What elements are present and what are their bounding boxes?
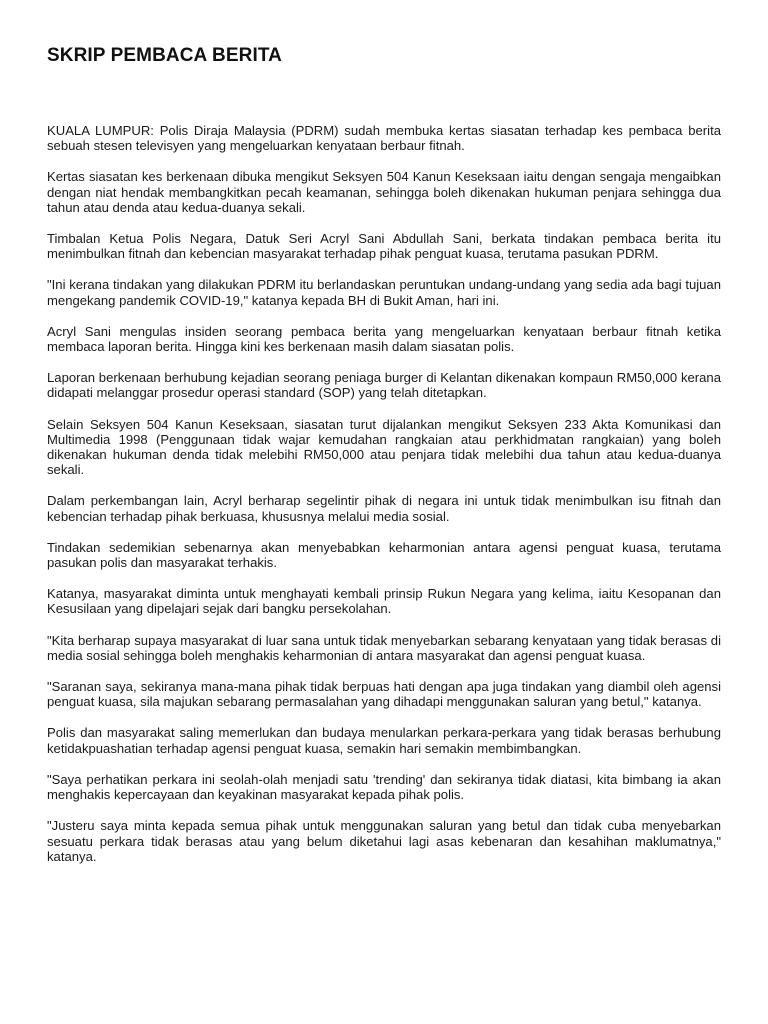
paragraph: "Justeru saya minta kepada semua pihak untuk menggunakan saluran yang betul dan tidak cuba menyebarkan sesuatu perkara tidak berasas atau yang belum diketahui lagi asas kebenaran dan kesahihan maklumatnya," katanya. [47, 818, 721, 864]
paragraph: Timbalan Ketua Polis Negara, Datuk Seri Acryl Sani Abdullah Sani, berkata tindakan pembaca berita itu menimbulkan fitnah dan kebencian masyarakat terhadap pihak penguat kuasa, terutama pasukan PDRM. [47, 231, 721, 262]
paragraph: Acryl Sani mengulas insiden seorang pembaca berita yang mengeluarkan kenyataan berbaur fitnah ketika membaca laporan berita. Hingga kini kes berkenaan masih dalam siasatan polis. [47, 323, 721, 355]
paragraph: Katanya, masyarakat diminta untuk menghayati kembali prinsip Rukun Negara yang kelima, iaitu Kesopanan dan Kesusilaan yang dipelajari sejak dari bangku persekolahan. [47, 586, 721, 617]
paragraph: Polis dan masyarakat saling memerlukan dan budaya menularkan perkara-perkara yang tidak berasas berhubung ketidakpuashatian terhadap agensi penguat kuasa, semakin hari semakin membimbangkan. [47, 725, 721, 756]
paragraph: Selain Seksyen 504 Kanun Keseksaan, siasatan turut dijalankan mengikut Seksyen 233 Akta Komunikasi dan Multimedia 1998 (Penggunaan tidak wajar kemudahan rangkaian atau perkhidmatan rangkaian) yang boleh dikenakan hukuman denda tidak melebihi RM50,000 atau penjara tidak melebihi dua tahun atau kedua-duanya sekali. [47, 416, 721, 478]
paragraph: "Saya perhatikan perkara ini seolah-olah menjadi satu 'trending' dan sekiranya tidak diatasi, kita bimbang ia akan menghakis kepercayaan dan keyakinan masyarakat kepada pihak polis. [47, 771, 721, 803]
document-title: SKRIP PEMBACA BERITA [47, 45, 282, 66]
paragraph: Dalam perkembangan lain, Acryl berharap segelintir pihak di negara ini untuk tidak menimbulkan isu fitnah dan kebencian terhadap pihak berkuasa, khususnya melalui media sosial. [47, 493, 721, 524]
paragraph: "Kita berharap supaya masyarakat di luar sana untuk tidak menyebarkan sebarang kenyataan yang tidak berasas di media sosial sehingga boleh menghakis keharmonian di antara masyarakat dan agensi penguat kuasa. [47, 632, 721, 663]
document-page [47, 0, 721, 880]
paragraph: Tindakan sedemikian sebenarnya akan menyebabkan keharmonian antara agensi penguat kuasa, terutama pasukan polis dan masyarakat terhakis. [47, 539, 721, 571]
document-body [47, 123, 721, 864]
paragraph: "Ini kerana tindakan yang dilakukan PDRM itu berlandaskan peruntukan undang-undang yang sedia ada bagi tujuan mengekang pandemik COVID-19," katanya kepada BH di Bukit Aman, hari ini. [47, 277, 721, 308]
paragraph: "Saranan saya, sekiranya mana-mana pihak tidak berpuas hati dengan apa juga tindakan yang diambil oleh agensi penguat kuasa, sila majukan sebarang permasalahan yang dihadapi menggunakan saluran yang betul," katanya. [47, 679, 721, 710]
paragraph: KUALA LUMPUR: Polis Diraja Malaysia (PDRM) sudah membuka kertas siasatan terhadap kes pembaca berita sebuah stesen televisyen yang mengeluarkan kenyataan berbaur fitnah. [47, 123, 721, 154]
paragraph: Laporan berkenaan berhubung kejadian seorang peniaga burger di Kelantan dikenakan kompaun RM50,000 kerana didapati melanggar prosedur operasi standard (SOP) yang telah ditetapkan. [47, 370, 721, 401]
paragraph: Kertas siasatan kes berkenaan dibuka mengikut Seksyen 504 Kanun Keseksaan iaitu dengan sengaja mengaibkan dengan niat hendak membangkitkan pecah keamanan, sehingga boleh dikenakan hukuman penjara sehingga dua tahun atau denda atau kedua-duanya sekali. [47, 169, 721, 215]
